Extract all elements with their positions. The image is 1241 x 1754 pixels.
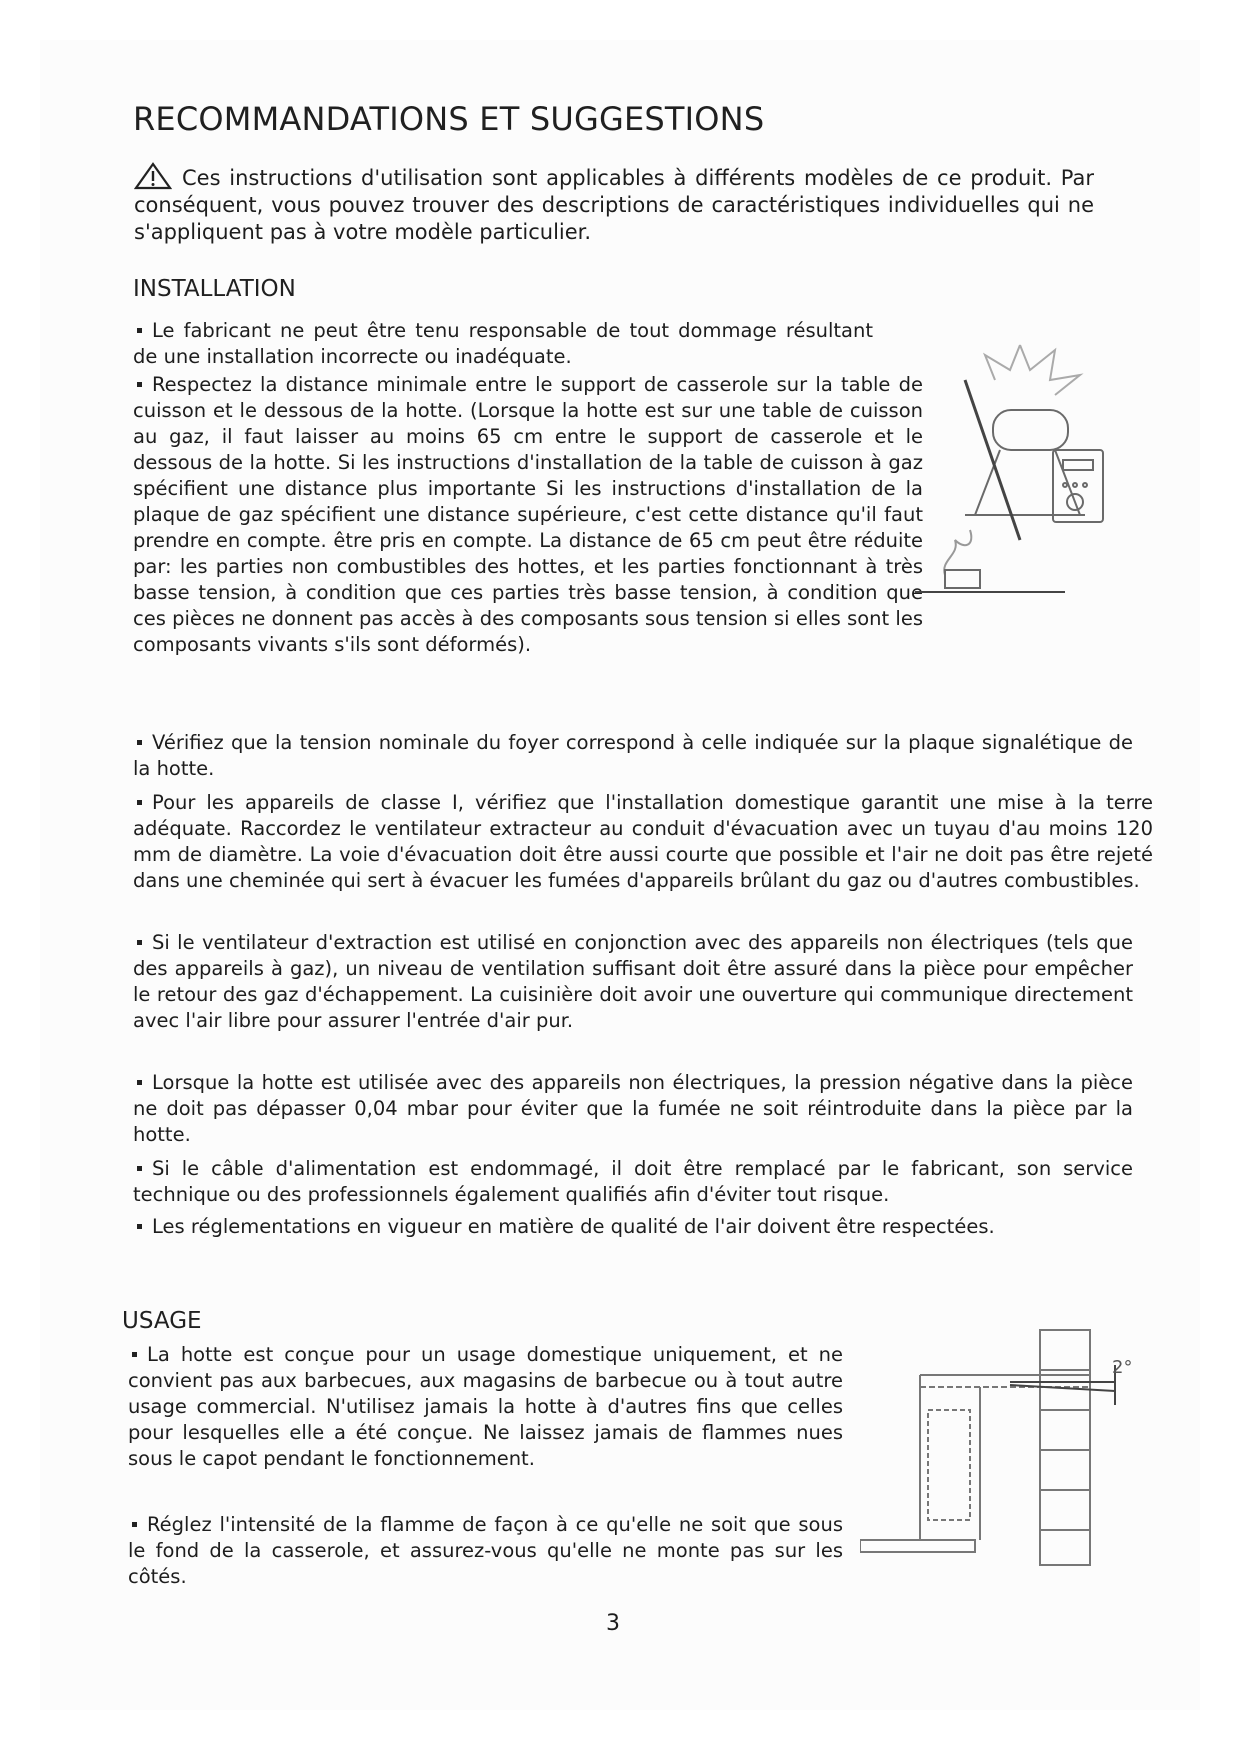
bullet-icon <box>137 1224 142 1229</box>
usage-item-2: Réglez l'intensité de la flamme de façon à ce qu'elle ne soit que sous le fond de la casserole, et assurez-vous qu'elle ne monte pas sur les côtés. <box>128 1513 843 1588</box>
page-number: 3 <box>606 1611 620 1636</box>
installation-item-3: Vérifiez que la tension nominale du foyer correspond à celle indiquée sur la plaque signalétique de la hotte. <box>133 731 1133 780</box>
warning-triangle-icon <box>134 162 172 190</box>
usage-item-1: La hotte est conçue pour un usage domestique uniquement, et ne convient pas aux barbecues, aux magasins de barbecue ou à tout autre usage commercial. N'utilisez jamais la hotte à d'autres fins que celles pour lesquelles elle a été conçue. Ne laissez jamais de flammes nues sous le capot pendant le fonctionnement. <box>128 1343 843 1470</box>
installation-item-7: Si le câble d'alimentation est endommagé, il doit être remplacé par le fabricant, son service technique ou des professionnels également qualifiés afin d'éviter tout risque. <box>133 1157 1133 1206</box>
installation-item-8: Les réglementations en vigueur en matière de qualité de l'air doivent être respectées. <box>133 1214 1093 1240</box>
bullet-icon <box>132 1522 137 1527</box>
installation-item-6: Lorsque la hotte est utilisée avec des appareils non électriques, la pression négative dans la pièce ne doit pas dépasser 0,04 mbar pour éviter que la fumée ne soit réintroduite dans la pièce par la hotte. <box>133 1071 1133 1146</box>
installation-heading: INSTALLATION <box>133 276 296 302</box>
page-title: RECOMMANDATIONS ET SUGGESTIONS <box>133 100 765 138</box>
bullet-icon <box>137 328 142 333</box>
usage-heading: USAGE <box>122 1308 202 1334</box>
bullet-icon <box>137 940 142 945</box>
installation-item-2: Respectez la distance minimale entre le support de casserole sur la table de cuisson et le dessous de la hotte. (Lorsque la hotte est sur une table de cuisson au gaz, il faut laisser au moins 65 cm entre le support de casserole et le dessous de la hotte. Si les instructions d'installation de la table de cuisson à gaz spécifient une distance plus importante Si les instructions d'installation de la plaque de gaz spécifient une distance supérieure, c'est cette distance qu'il faut prendre en compte. être pris en compte. La distance de 65 cm peut être réduite par: les parties non combustibles des hottes, et les parties fonctionnant à très basse tension, à condition que ces parties très basse tension, à condition que ces pièces ne donnent pas accès à des composants sous tension si elles sont les composants vivants s'ils sont déformés). <box>133 372 1153 658</box>
bullet-icon <box>137 382 142 387</box>
bullet-icon <box>137 800 142 805</box>
bullet-icon <box>137 1166 142 1171</box>
angle-label: 2° <box>1112 1357 1133 1378</box>
installation-item-4: Pour les appareils de classe I, vérifiez que l'installation domestique garantit une mise à la terre adéquate. Raccordez le ventilateur extracteur au conduit d'évacuation avec un tuyau d'au moins 120 mm de diamètre. La voie d'évacuation doit être aussi courte que possible et l'air ne doit pas être rejeté dans une cheminée qui sert à évacuer les fumées d'appareils brûlant du gaz ou d'autres combustibles. <box>133 791 1153 892</box>
intro-text: Ces instructions d'utilisation sont applicables à différents modèles de ce produit. Par conséquent, vous pouvez trouver des descriptions de caractéristiques individuelles qui ne s'appliquent pas à votre modèle particulier. <box>134 166 1094 244</box>
bullet-icon <box>132 1352 137 1357</box>
intro-warning <box>134 162 1094 246</box>
installation-item-5: Si le ventilateur d'extraction est utilisé en conjonction avec des appareils non électriques (tels que des appareils à gaz), un niveau de ventilation suffisant doit être assuré dans la pièce pour empêcher le retour des gaz d'échappement. La cuisinière doit avoir une ouverture qui communique directement avec l'air libre pour assurer l'entrée d'air pur. <box>133 931 1133 1032</box>
installation-item-1: Le fabricant ne peut être tenu responsable de tout dommage résultant de une installation incorrecte ou inadéquate. <box>133 319 873 368</box>
hood-installation-figure <box>905 340 1135 600</box>
bullet-icon <box>137 1080 142 1085</box>
bullet-icon <box>137 740 142 745</box>
duct-angle-figure <box>860 1325 1150 1575</box>
